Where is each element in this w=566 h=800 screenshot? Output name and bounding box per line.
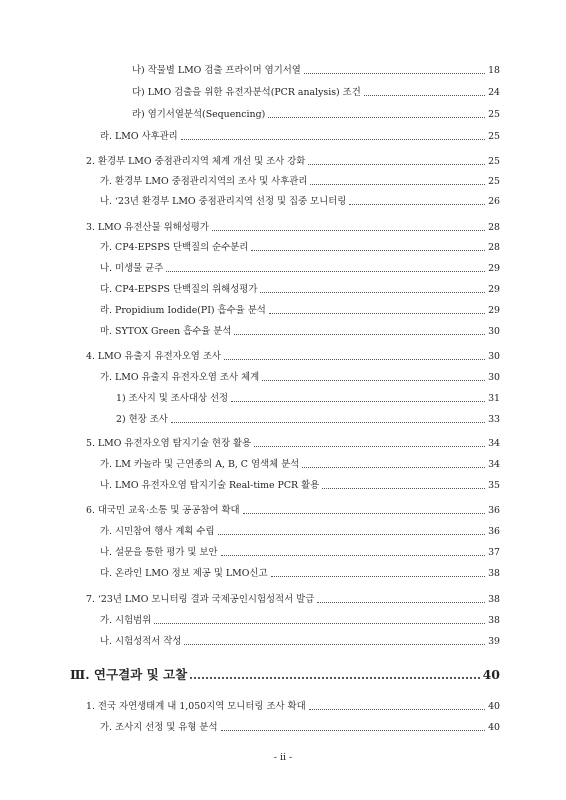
toc-leader-dots <box>302 460 485 468</box>
toc-leader-dots <box>349 197 485 205</box>
toc-entry-title: 라. Propidium Iodide(PI) 흡수율 분석 <box>100 305 266 316</box>
toc-entry-title: 나. 시험성적서 작성 <box>100 636 182 647</box>
toc-entry[interactable] <box>86 221 500 234</box>
toc-leader-dots <box>234 327 485 335</box>
toc-entry[interactable] <box>86 437 500 450</box>
toc-entry-title: 1) 조사지 및 조사대상 선정 <box>116 393 229 404</box>
toc-leader-dots <box>271 569 485 577</box>
toc-entry[interactable] <box>100 371 500 384</box>
toc-entry-page: 28 <box>488 242 500 253</box>
toc-entry-title: 다) LMO 검출을 위한 유전자분석(PCR analysis) 조건 <box>132 87 361 98</box>
toc-entry-page: 39 <box>488 636 500 647</box>
toc-entry-page: 25 <box>488 156 500 167</box>
toc-entry[interactable] <box>116 392 500 405</box>
toc-entry-page: 25 <box>488 109 500 120</box>
toc-entry-page: 38 <box>488 568 500 579</box>
toc-entry-title: 나. 설문을 통한 평가 및 보안 <box>100 547 218 558</box>
toc-entry-title: 나) 작물별 LMO 검출 프라이머 염기서열 <box>132 65 301 76</box>
toc-leader-dots <box>364 88 485 96</box>
toc-leader-dots <box>212 223 485 231</box>
toc-entry-page: 35 <box>488 480 500 491</box>
toc-leader-dots <box>268 110 485 118</box>
toc-entry-title: 가. CP4-EPSPS 단백질의 순수분리 <box>100 242 249 253</box>
toc-entry[interactable] <box>100 130 500 143</box>
toc-entry-title: 가. 환경부 LMO 중점관리지역의 조사 및 사후관리 <box>100 176 308 187</box>
toc-entry[interactable] <box>86 504 500 517</box>
toc-entry-page: 30 <box>488 351 500 362</box>
toc-entry-page: 29 <box>488 284 500 295</box>
toc-entry[interactable] <box>86 700 500 713</box>
toc-entry-title: 2) 현장 조사 <box>116 414 168 425</box>
toc-leader-dots <box>166 264 485 272</box>
toc-entry[interactable] <box>86 350 500 363</box>
toc-entry[interactable] <box>100 458 500 471</box>
toc-entry-page: 37 <box>488 547 500 558</box>
toc-entry-title: 6. 대국민 교육·소통 및 공공참여 확대 <box>86 505 240 516</box>
toc-leader-dots <box>154 616 485 624</box>
toc-entry-title: 4. LMO 유출지 유전자오염 조사 <box>86 351 221 362</box>
toc-entry-title: 나. LMO 유전자오염 탐지기술 Real-time PCR 활용 <box>100 480 320 491</box>
toc-entry-page: 40 <box>488 701 500 712</box>
toc-entry-title: 다. CP4-EPSPS 단백질의 위해성평가 <box>100 284 258 295</box>
toc-entry-title: 1. 전국 자연생태계 내 1,050지역 모니터링 조사 확대 <box>86 701 306 712</box>
toc-entry[interactable] <box>100 635 500 648</box>
toc-leader-dots <box>254 439 485 447</box>
toc-leader-dots <box>243 506 485 514</box>
toc-entry-page: 36 <box>488 505 500 516</box>
toc-entry[interactable] <box>132 64 500 77</box>
toc-entry-page: 25 <box>488 176 500 187</box>
toc-entry-page: 34 <box>488 459 500 470</box>
toc-leader-dots <box>262 373 485 381</box>
toc-entry-title: 나. ‘23년 환경부 LMO 중점관리지역 선정 및 집중 모니터링 <box>100 196 347 207</box>
toc-entry[interactable] <box>100 479 500 492</box>
toc-entry[interactable] <box>100 241 500 254</box>
toc-entry-page: 34 <box>488 438 500 449</box>
toc-entry-page: 29 <box>488 305 500 316</box>
toc-entry-page: 29 <box>488 263 500 274</box>
toc-entry-title: 가. 시험범위 <box>100 615 152 626</box>
toc-entry-page: 40 <box>482 667 500 682</box>
toc-entry[interactable] <box>132 108 500 121</box>
toc-entry-title: 가. LMO 유출지 유전자오염 조사 체계 <box>100 372 260 383</box>
toc-chapter-title: Ⅲ. 연구결과 및 고찰 <box>70 667 188 682</box>
toc-leader-dots <box>269 306 485 314</box>
toc-leader-dots <box>181 132 485 140</box>
toc-entry[interactable] <box>100 283 500 296</box>
toc-leader-dots <box>171 415 485 423</box>
toc-entry-title: 다. 온라인 LMO 정보 제공 및 LMO신고 <box>100 568 268 579</box>
toc-entry[interactable] <box>100 175 500 188</box>
toc-leader-dots <box>251 243 485 251</box>
toc-entry-title: 라) 염기서열분석(Sequencing) <box>132 109 266 120</box>
toc-entry-title: 3. LMO 유전산물 위해성평가 <box>86 222 209 233</box>
toc-entry-page: 30 <box>488 326 500 337</box>
toc-chapter-entry[interactable] <box>70 667 500 683</box>
toc-entry-title: 7. ‘23년 LMO 모니터링 결과 국제공인시험성적서 발급 <box>86 594 315 605</box>
toc-leader-dots <box>218 527 485 535</box>
toc-leader-dots <box>224 352 485 360</box>
toc-entry-title: 라. LMO 사후관리 <box>100 131 178 142</box>
toc-entry[interactable] <box>100 546 500 559</box>
toc-entry-page: 40 <box>488 722 500 733</box>
toc-entry[interactable] <box>100 325 500 338</box>
toc-leader-dots <box>308 157 485 165</box>
toc-leader-dots <box>310 177 485 185</box>
toc-entry-page: 30 <box>488 372 500 383</box>
toc-entry[interactable] <box>100 567 500 580</box>
toc-entry-page: 24 <box>488 87 500 98</box>
toc-entry-title: 가. 시민참여 행사 계획 수립 <box>100 526 215 537</box>
toc-entry[interactable] <box>86 593 500 606</box>
toc-leader-dots <box>309 702 485 710</box>
toc-entry-title: 5. LMO 유전자오염 탐지기술 현장 활용 <box>86 438 252 449</box>
toc-entry-page: 28 <box>488 222 500 233</box>
toc-entry[interactable] <box>86 155 500 168</box>
toc-entry-page: 36 <box>488 526 500 537</box>
toc-entry[interactable] <box>100 195 500 208</box>
toc-entry[interactable] <box>100 721 500 734</box>
toc-entry-page: 25 <box>488 131 500 142</box>
toc-entry-page: 33 <box>488 414 500 425</box>
toc-entry-title: 2. 환경부 LMO 중점관리지역 체계 개선 및 조사 강화 <box>86 156 306 167</box>
toc-entry-title: 나. 미생물 균주 <box>100 263 164 274</box>
toc-entry-page: 38 <box>488 615 500 626</box>
toc-entry-page: 18 <box>488 65 500 76</box>
toc-entry[interactable] <box>132 86 500 99</box>
toc-leader-dots <box>221 723 486 731</box>
toc-leader-dots <box>190 669 479 679</box>
toc-entry-page: 31 <box>488 393 500 404</box>
toc-leader-dots <box>304 66 485 74</box>
toc-leader-dots <box>221 548 486 556</box>
toc-leader-dots <box>322 481 485 489</box>
toc-leader-dots <box>260 285 485 293</box>
toc-entry-title: 가. 조사지 선정 및 유형 분석 <box>100 722 218 733</box>
toc-entry-title: 가. LM 카놀라 및 근연종의 A, B, C 염색체 분석 <box>100 459 300 470</box>
toc-leader-dots <box>184 637 485 645</box>
toc-entry[interactable] <box>100 304 500 317</box>
toc-entry[interactable] <box>100 525 500 538</box>
toc-entry[interactable] <box>116 413 500 426</box>
page-number: - ii - <box>273 752 293 763</box>
toc-leader-dots <box>231 394 485 402</box>
toc-leader-dots <box>317 595 485 603</box>
toc-entry-title: 마. SYTOX Green 흡수율 분석 <box>100 326 232 337</box>
toc-entry[interactable] <box>100 614 500 627</box>
toc-entry-page: 26 <box>488 196 500 207</box>
toc-entry-page: 38 <box>488 594 500 605</box>
toc-entry[interactable] <box>100 262 500 275</box>
